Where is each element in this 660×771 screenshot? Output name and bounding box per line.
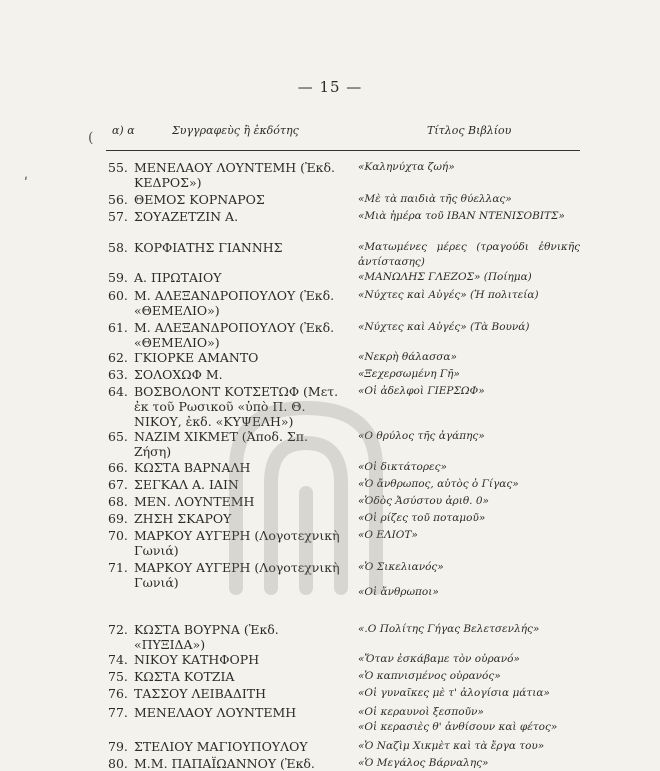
entry-title: «Οἱ δικτάτορες»: [358, 461, 447, 473]
entry-author: ΜΕΝΕΛΑΟΥ ΛΟΥΝΤΕΜΗ: [134, 705, 297, 720]
entry-author: ΜΕΝΕΛΑΟΥ ΛΟΥΝΤΕΜΗ (Ἐκδ. ΚΕΔΡΟΣ»): [134, 160, 335, 190]
entry-number: 75.: [108, 669, 128, 684]
entry-author: ΤΑΣΣΟΥ ΛΕΙΒΑΔΙΤΗ: [134, 686, 267, 701]
entry-title: «Ὁδὸς Ἀσύστου ἀριθ. 0»: [358, 495, 489, 507]
entry-author: ΚΩΣΤΑ ΒΟΥΡΝΑ (Ἐκδ. «ΠΥΞΙΔΑ»): [134, 622, 279, 652]
entry-title: «.Ο Πολίτης Γήγας Βελετσενλής»: [358, 623, 540, 635]
entry-author: ΜΑΡΚΟΥ ΑΥΓΕΡΗ (Λογοτεχνικὴ Γωνιά): [134, 560, 340, 590]
entry-author: ΘΕΜΟΣ ΚΟΡΝΑΡΟΣ: [134, 192, 265, 207]
entry-author: ΣΤΕΛΙΟΥ ΜΑΓΙΟΥΠΟΥΛΟΥ: [134, 739, 308, 754]
entry-title: «Οἱ ἄνθρωποι»: [358, 586, 439, 598]
entry-number: 55.: [108, 160, 128, 175]
entry-number: 64.: [108, 384, 128, 399]
entry-number: 60.: [108, 288, 128, 303]
entry-title: «ΜΑΝΩΛΗΣ ΓΛΕΖΟΣ» (Ποίημα): [358, 271, 532, 283]
entry-author: ΣΕΓΚΑΛ Α. ΙΑΙΝ: [134, 477, 239, 492]
entry-author: ΜΑΡΚΟΥ ΑΥΓΕΡΗ (Λογοτεχνικὴ Γωνιά): [134, 528, 340, 558]
entry-title: «Ματωμένες μέρες (τραγούδι ἐθνικῆς ἀντίστασης): [358, 241, 580, 268]
entry-title: «Ὁ Μεγάλος Βάρναλης»: [358, 757, 489, 769]
entry-title: «Οἱ ρίζες τοῦ ποταμοῦ»: [358, 512, 486, 524]
entry-number: 72.: [108, 622, 128, 637]
entry-number: 79.: [108, 739, 128, 754]
entry-author: Μ. ΑΛΕΞΑΝΔΡΟΠΟΥΛΟΥ (Ἐκδ. «ΘΕΜΕΛΙΟ»): [134, 320, 335, 350]
entry-author: Μ.Μ. ΠΑΠΑΪΩΑΝΝΟΥ (Ἐκδ.: [134, 756, 315, 771]
entry-title: «Νύχτες καὶ Αὐγές» (Τὰ Βουνά): [358, 321, 530, 333]
entry-number: 63.: [108, 367, 128, 382]
entry-number: 71.: [108, 560, 128, 575]
entry-title: «Οἱ γυναῖκες μὲ τ' ἀλογίσια μάτια»: [358, 687, 550, 699]
column-header-author: Συγγραφεὺς ἢ ἐκδότης: [172, 124, 299, 137]
entry-title: «Νύχτες καὶ Αὐγές» (Ἡ πολιτεία): [358, 289, 539, 301]
column-header-index: α) α: [112, 124, 135, 137]
entry-author: ΚΩΣΤΑ ΚΟΤΖΙΑ: [134, 669, 235, 684]
entry-author: ΝΙΚΟΥ ΚΑΤΗΦΟΡΗ: [134, 652, 260, 667]
entry-title: «Οἱ κεραυνοὶ ξεσποῦν»: [358, 706, 484, 718]
entry-title: «Ο θρύλος τῆς ἀγάπης»: [358, 430, 485, 442]
entry-title: «Καληνύχτα ζωή»: [358, 161, 455, 173]
margin-mark: ʹ: [24, 176, 28, 192]
entry-number: 57.: [108, 209, 128, 224]
entry-title: «Οἱ κερασιὲς θ' ἀνθίσουν καὶ φέτος»: [358, 721, 558, 733]
entry-author: ΒΟΣΒΟΛΟΝΤ ΚΟΤΣΕΤΩΦ (Μετ. ἐκ τοῦ Ρωσικοῦ «ὑπὸ Π. Θ. ΝΙΚΟΥ, ἐκδ. «ΚΥΨΕΛΗ»): [134, 384, 339, 429]
entry-title: «Ὁ καπνισμένος οὐρανός»: [358, 670, 501, 682]
entry-number: 74.: [108, 652, 128, 667]
entry-title: «Ὅταν ἐσκάβαμε τὸν οὐρανό»: [358, 653, 520, 665]
entry-number: 68.: [108, 494, 128, 509]
column-header-title: Τίτλος Βιβλίου: [427, 124, 512, 137]
entry-title: «Μιὰ ἡμέρα τοῦ ΙΒΑΝ ΝΤΕΝΙΣΟΒΙΤΣ»: [358, 210, 565, 222]
entry-title: «Ὁ ἄνθρωπος, αὐτὸς ὁ Γίγας»: [358, 478, 519, 490]
entry-title: «Ὁ Ναζὶμ Χικμὲτ καὶ τὰ ἔργα του»: [358, 740, 545, 752]
entry-author: ΜΕΝ. ΛΟΥΝΤΕΜΗ: [134, 494, 255, 509]
entry-title: «Μὲ τὰ παιδιὰ τῆς θύελλας»: [358, 193, 512, 205]
entry-author: ΣΟΥΑΖΕΤΖΙΝ Α.: [134, 209, 239, 224]
header-rule: [106, 150, 580, 151]
page-number: — 15 —: [297, 78, 363, 96]
margin-mark: (: [88, 130, 94, 146]
entry-number: 77.: [108, 705, 128, 720]
entry-title: «Ξεχερσωμένη Γῆ»: [358, 368, 460, 380]
entry-number: 69.: [108, 511, 128, 526]
entry-number: 62.: [108, 350, 128, 365]
entry-author: ΓΚΙΟΡΚΕ ΑΜΑΝΤΟ: [134, 350, 259, 365]
entry-number: 59.: [108, 270, 128, 285]
entry-title: «Οἱ ἀδελφοὶ ΓΙΕΡΣΩΦ»: [358, 385, 485, 397]
entry-title: «Ο ΕΛΙΟΤ»: [358, 529, 418, 541]
entry-number: 67.: [108, 477, 128, 492]
entry-title: «Νεκρὴ θάλασσα»: [358, 351, 457, 363]
entry-author: ΖΗΣΗ ΣΚΑΡΟΥ: [134, 511, 232, 526]
entry-number: 76.: [108, 686, 128, 701]
entry-number: 56.: [108, 192, 128, 207]
entry-title: «Ὁ Σικελιανός»: [358, 561, 444, 573]
entry-number: 80.: [108, 756, 128, 771]
entry-author: Α. ΠΡΩΤΑΙΟΥ: [134, 270, 222, 285]
entry-number: 61.: [108, 320, 128, 335]
entry-number: 66.: [108, 460, 128, 475]
entry-number: 65.: [108, 429, 128, 444]
entry-author: Μ. ΑΛΕΞΑΝΔΡΟΠΟΥΛΟΥ (Ἐκδ. «ΘΕΜΕΛΙΟ»): [134, 288, 335, 318]
entry-number: 58.: [108, 240, 128, 255]
entry-author: ΚΟΡΦΙΑΤΗΣ ΓΙΑΝΝΗΣ: [134, 240, 283, 255]
entry-number: 70.: [108, 528, 128, 543]
entry-author: ΝΑΖΙΜ ΧΙΚΜΕΤ (Ἀποδ. Σπ. Ζήση): [134, 429, 308, 459]
entry-author: ΣΟΛΟΧΩΦ Μ.: [134, 367, 223, 382]
entry-author: ΚΩΣΤΑ ΒΑΡΝΑΛΗ: [134, 460, 251, 475]
